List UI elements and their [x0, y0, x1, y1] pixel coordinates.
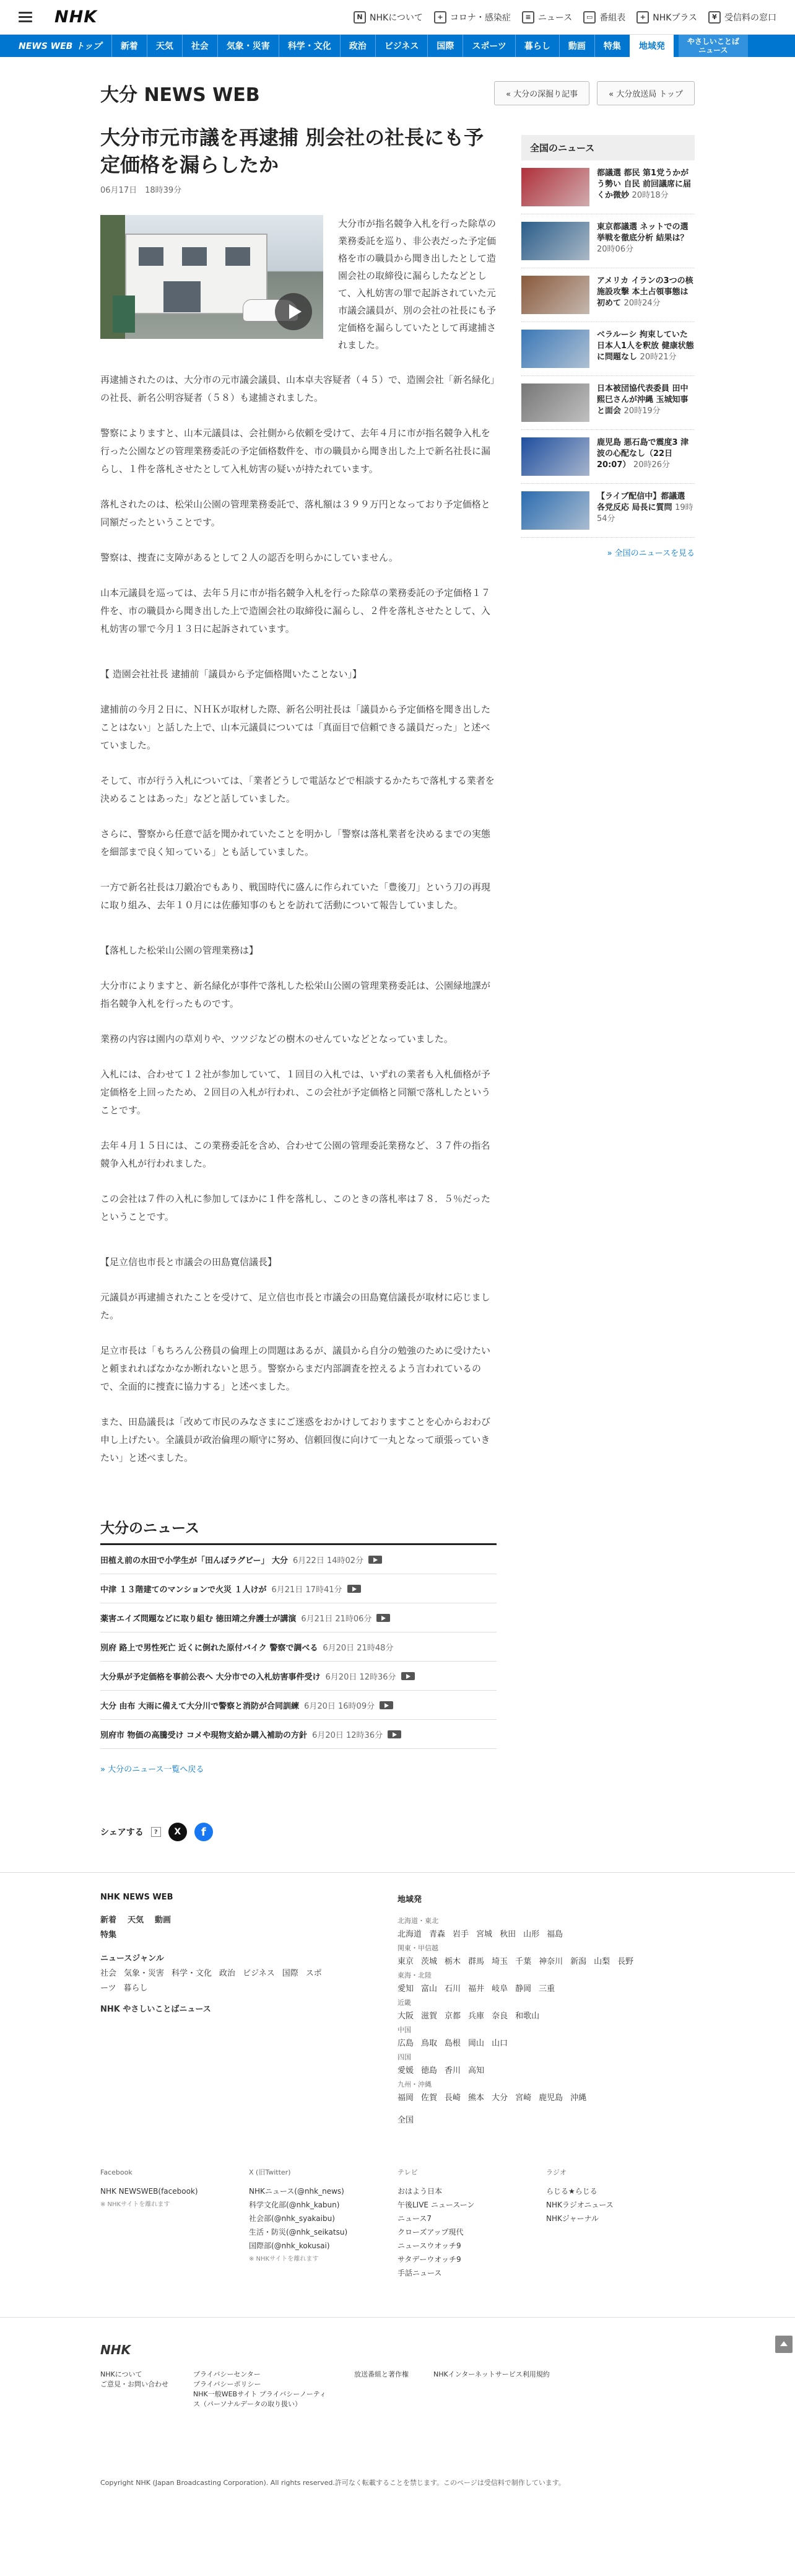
global-header: [0, 0, 795, 35]
play-icon[interactable]: [275, 293, 312, 330]
header-link-label: コロナ・感染症: [450, 12, 511, 23]
sidebar-news-title[interactable]: 都議選 都民 第1党うかがう勢い 自民 前回議席に届くか微妙: [597, 169, 692, 200]
region-link[interactable]: 兵庫: [468, 2012, 485, 2021]
region-link[interactable]: 山口: [492, 2039, 508, 2048]
local-news-item[interactable]: [100, 1632, 497, 1662]
region-link[interactable]: 東京: [398, 1957, 414, 1966]
article-paragraph: 一方で新名社長は刀鍛冶でもあり、戦国時代に盛んに作られていた「豊後刀」という刀の再現に取り組み、去年１０月には佐藤知事のもとを訪れて活動について報告していました。: [100, 882, 491, 911]
article-paragraph: 逮捕前の今月２日に、ＮＨＫが取材した際、新名公明社長は「議員から予定価格を聞き出したことはない」と話した上で、山本元議員については「真面目で信頼できる議員だった」と述べていました。: [100, 704, 491, 751]
nav-item[interactable]: 地域発: [630, 35, 674, 57]
footer-sns-column: [546, 2166, 695, 2280]
sidebar-heading: 全国のニュース: [521, 135, 695, 160]
region-link[interactable]: 山形: [523, 1930, 540, 1939]
header-link-label: 番組表: [599, 12, 626, 23]
article-paragraph: 入札には、合わせて１２社が参加していて、１回目の入札では、いずれの業者も入札価格が予定価格を上回ったため、２回目の入札が行われ、この会社が予定価格と同額で落札したということです。: [100, 1069, 491, 1116]
sidebar-news-item[interactable]: [521, 160, 695, 214]
region-link[interactable]: 埼玉: [492, 1957, 508, 1966]
article-paragraph: 落札されたのは、松栄山公園の管理業務委託で、落札額は３９９万円となっており予定価格と同額だったということです。: [100, 499, 490, 528]
footer-sns-link[interactable]: 国際部(@nhk_kokusai): [249, 2241, 330, 2250]
sidebar-news-text: [597, 168, 695, 206]
news-icon: ≡: [522, 11, 534, 24]
footer-genre-link[interactable]: 国際: [282, 1969, 298, 1978]
footer: [0, 1872, 795, 2512]
header-link[interactable]: [708, 11, 776, 24]
footer-sns-column: [249, 2166, 398, 2280]
header-links: [354, 11, 776, 24]
nav-item[interactable]: 特集: [594, 35, 630, 57]
region-link[interactable]: 沖縄: [570, 2093, 587, 2103]
footer-genre-link[interactable]: 暮らし: [123, 1984, 148, 1993]
region-nationwide-link[interactable]: 全国: [398, 2116, 414, 2125]
region-link[interactable]: 鳥取: [421, 2039, 438, 2048]
video-icon: [347, 1585, 361, 1593]
video-icon: [368, 1556, 382, 1564]
video-icon: [380, 1701, 393, 1709]
local-news-item[interactable]: [100, 1691, 497, 1720]
news-date: 6月22日 14時02分: [293, 1556, 364, 1566]
news-date: 6月21日 17時41分: [271, 1585, 342, 1595]
header-link-label: 受信料の窓口: [724, 12, 776, 23]
news-thumbnail[interactable]: [521, 222, 589, 260]
region-link[interactable]: 群馬: [468, 1957, 485, 1966]
news-date: 6月20日 12時36分: [312, 1731, 383, 1740]
footer-sns-link[interactable]: らじる★らじる: [546, 2187, 597, 2196]
article-paragraph: 再逮捕されたのは、大分市の元市議会議員、山本卓夫容疑者（４５）で、造園会社「新名緑化」の社長、新名公明容疑者（５８）も逮捕されました。: [100, 374, 495, 403]
footer-region-heading: 地域発: [398, 1895, 422, 1904]
news-date: 6月20日 21時48分: [323, 1644, 394, 1653]
region-link[interactable]: 岩手: [453, 1930, 469, 1939]
region-link[interactable]: 愛知: [398, 1984, 414, 1994]
article-paragraph: この会社は７件の入札に参加してほかに１件を落札し、このときの落札率は７８．５％だったということです。: [100, 1193, 491, 1222]
local-news-heading: 大分のニュース: [100, 1517, 497, 1545]
region-link[interactable]: 茨城: [421, 1957, 438, 1966]
sidebar-news-date: 20時24分: [623, 299, 661, 308]
region-row: [398, 2009, 695, 2025]
local-news-more-link[interactable]: » 大分のニュース一覧へ戻る: [100, 1765, 204, 1774]
footer-sns-link[interactable]: ニュースウオッチ9: [398, 2241, 461, 2250]
footer-nhk-logo[interactable]: NHK: [100, 2342, 131, 2357]
article-paragraph: 警察によりますと、山本元議員は、会社側から依頼を受けて、去年４月に市が指名競争入札を行った公園などの管理業務委託の予定価格数件を、市の職員から聞き出した上で新名社長に漏らし、１件を落札させたとして入札妨害の疑いが持たれています。: [100, 427, 491, 475]
footer-sns-label: ラジオ: [546, 2168, 567, 2176]
footer-sns-link[interactable]: NHK NEWSWEB(facebook): [100, 2187, 198, 2196]
sidebar-news-item[interactable]: [521, 430, 695, 484]
region-row: [398, 1981, 695, 1997]
footer-sns-link[interactable]: サタデーウオッチ9: [398, 2255, 461, 2264]
article-paragraph: 警察は、捜査に支障があるとして２人の認否を明らかにしていません。: [100, 552, 398, 563]
footer-genre-link[interactable]: 社会: [100, 1969, 117, 1978]
footer-sns-column: [398, 2166, 546, 2280]
footer-genre-link[interactable]: ビジネス: [243, 1969, 275, 1978]
region-link[interactable]: 岐阜: [492, 1984, 508, 1994]
news-title[interactable]: 田植え前の水田で小学生が「田んぼラグビー」 大分: [100, 1556, 289, 1566]
tank-shape: [113, 296, 135, 333]
x-share-icon[interactable]: X: [168, 1823, 187, 1841]
footer-sns-label: X (旧Twitter): [249, 2168, 291, 2176]
sidebar-news-item[interactable]: [521, 268, 695, 322]
article-body: [100, 371, 497, 1467]
article-subheading: 【 造園会社社長 逮捕前「議員から予定価格聞いたことない」】: [100, 668, 362, 680]
region-group-label: 関東・甲信越: [398, 1944, 438, 1952]
local-news-item[interactable]: [100, 1603, 497, 1632]
nhk-icon: N: [354, 11, 366, 24]
nav-easy-line1: やさしいことば: [687, 37, 739, 46]
footer-genre-link[interactable]: 気象・災害: [124, 1969, 165, 1978]
sidebar-news-text: [597, 383, 695, 422]
news-thumbnail[interactable]: [521, 383, 589, 422]
news-thumbnail[interactable]: [521, 276, 589, 314]
footer-link[interactable]: 天気: [128, 1916, 144, 1925]
news-title[interactable]: 中津 １３階建てのマンションで火災 １人けが: [100, 1585, 267, 1595]
header-link-label: NHKについて: [370, 12, 423, 23]
region-link[interactable]: 山梨: [594, 1957, 610, 1966]
footer-genre-link[interactable]: スポーツ: [100, 1969, 322, 1993]
news-title[interactable]: 別府市 物価の高騰受け コメや現物支給か購入補助の方針: [100, 1731, 308, 1740]
sidebar: [521, 113, 695, 1841]
footer-link[interactable]: 動画: [155, 1916, 172, 1925]
video-icon: [388, 1730, 401, 1738]
news-thumbnail[interactable]: [521, 437, 589, 476]
region-link[interactable]: 大阪: [398, 2012, 414, 2021]
sidebar-news-item[interactable]: [521, 484, 695, 538]
nav-item[interactable]: ビジネス: [375, 35, 428, 57]
sidebar-news-item[interactable]: [521, 214, 695, 268]
copyright: Copyright NHK (Japan Broadcasting Corporation). All rights reserved.許可なく転載することを禁じます。このページは受信料で制作しています。: [100, 2479, 565, 2487]
region-group-label: 北海道・東北: [398, 1917, 438, 1925]
local-news-item[interactable]: [100, 1574, 497, 1603]
region-link[interactable]: 長野: [617, 1957, 634, 1966]
region-link[interactable]: 京都: [445, 2012, 461, 2021]
region-link[interactable]: 岡山: [468, 2039, 485, 2048]
sidebar-news-item[interactable]: [521, 376, 695, 430]
sidebar-news-title[interactable]: 日本被団協代表委員 田中熙巳さんが沖縄 玉城知事と面会: [597, 384, 689, 416]
footer-sns-link[interactable]: ニュース7: [398, 2214, 432, 2223]
header-link[interactable]: [583, 11, 625, 24]
genre-label: ニュースジャンル: [100, 1954, 164, 1963]
scroll-top-button[interactable]: [775, 2336, 793, 2353]
nav-item[interactable]: 科学・文化: [279, 35, 340, 57]
article-paragraph: 山本元議員を巡っては、去年５月に市が指名競争入札を行った除草の業務委託の予定価格１７件を、市の職員から聞き出した上で造園会社の取締役に漏らし、２件を落札させたとして、入札妨害の罪で今月１３日に起訴されています。: [100, 587, 491, 634]
region-link[interactable]: 佐賀: [421, 2093, 438, 2103]
facebook-share-icon[interactable]: f: [194, 1823, 213, 1841]
header-link-label: NHKプラス: [653, 12, 697, 23]
local-page-head: [100, 57, 695, 113]
sidebar-news-text: [597, 330, 695, 368]
news-nav: [0, 35, 795, 57]
news-thumbnail[interactable]: [521, 491, 589, 530]
legal-link[interactable]: NHKについて: [100, 2370, 142, 2378]
video-icon: [376, 1614, 390, 1622]
region-link[interactable]: 島根: [445, 2039, 461, 2048]
news-title[interactable]: 大分 由布 大雨に備えて大分川で警察と消防が合同訓練: [100, 1702, 300, 1711]
header-link[interactable]: [354, 11, 423, 24]
nav-easy-news[interactable]: [679, 35, 748, 57]
external-note: ※ NHKサイトを離れます: [249, 2256, 319, 2263]
footer-sns-link[interactable]: おはよう日本: [398, 2187, 443, 2196]
region-group-label: 近畿: [398, 1999, 411, 2007]
region-group-label: 東海・北陸: [398, 1971, 432, 1979]
nav-news-web-top[interactable]: NEWS WEB トップ: [19, 42, 102, 51]
region-group-label: 中国: [398, 2026, 411, 2034]
article-paragraph: さらに、警察から任意で話を聞かれていたことを明かし「警察は落札業者を決めるまでの実態を細部まで良く知っている」とも話していました。: [100, 828, 491, 857]
footer-sns-link[interactable]: 生活・防災(@nhk_seikatsu): [249, 2228, 348, 2236]
header-link[interactable]: [636, 11, 697, 24]
footer-sns-link[interactable]: NHKニュース(@nhk_news): [249, 2187, 344, 2196]
nav-item[interactable]: 国際: [427, 35, 463, 57]
footer-sns-link[interactable]: 社会部(@nhk_syakaibu): [249, 2214, 335, 2223]
footer-genre-link[interactable]: 科学・文化: [172, 1969, 212, 1978]
sidebar-news-date: 20時06分: [597, 245, 634, 254]
footer-genre-link[interactable]: 政治: [219, 1969, 236, 1978]
article-paragraph: また、田島議長は「改めて市民のみなさまにご迷惑をおかけしておりますことを心からおわび申し上げたい。全議員が政治倫理の順守に努め、信頼回復に向けて一丸となって頑張っていきたい」と述べました。: [100, 1416, 491, 1463]
local-news-item[interactable]: [100, 1662, 497, 1691]
news-thumbnail[interactable]: [521, 168, 589, 206]
footer-sns-label: テレビ: [398, 2168, 418, 2176]
region-link[interactable]: 北海道: [398, 1930, 422, 1939]
footer-link[interactable]: 新着: [100, 1916, 117, 1925]
sidebar-news-text: [597, 437, 695, 476]
footer-sns-label: Facebook: [100, 2168, 132, 2176]
article-subheading: 【足立信也市長と市議会の田島寛信議長】: [100, 1256, 277, 1268]
legal-column: [433, 2370, 550, 2409]
sidebar-news-text: [597, 276, 695, 314]
covid-icon: +: [434, 11, 446, 24]
nav-item[interactable]: 政治: [340, 35, 375, 57]
region-link[interactable]: 神奈川: [539, 1957, 563, 1966]
sidebar-news-item[interactable]: [521, 322, 695, 376]
legal-column: [193, 2370, 329, 2409]
region-link[interactable]: 富山: [421, 1984, 438, 1994]
news-title[interactable]: 別府 路上で男性死亡 近くに倒れた原付バイク 警察で調べる: [100, 1644, 318, 1653]
article-video-thumbnail[interactable]: [100, 215, 323, 339]
region-link[interactable]: 長崎: [445, 2093, 461, 2103]
region-link[interactable]: 広島: [398, 2039, 414, 2048]
help-icon[interactable]: ?: [151, 1827, 161, 1837]
legal-sublink[interactable]: プライバシーポリシー: [193, 2380, 261, 2388]
region-link[interactable]: 宮崎: [515, 2093, 532, 2103]
region-group-label: 九州・沖縄: [398, 2080, 432, 2088]
region-link[interactable]: 香川: [445, 2066, 461, 2075]
sidebar-news-date: 20時18分: [632, 191, 669, 200]
region-link[interactable]: 石川: [445, 1984, 461, 1994]
video-icon: [401, 1672, 415, 1680]
nav-item[interactable]: 暮らし: [515, 35, 559, 57]
reception-icon: ¥: [708, 11, 721, 24]
local-site-title: 大分 NEWS WEB: [100, 84, 260, 106]
article-paragraph: 足立市長は「もちろん公務員の倫理上の問題はあるが、議員から自分の勉強のために受けたいと頼まれればなかなか断れないと思う。警察からまだ内部調査を控えるよう言われているので、全面的に捜査に協力する」と述べました。: [100, 1345, 491, 1392]
legal-link[interactable]: NHKインターネットサービス利用規約: [433, 2370, 550, 2378]
region-link[interactable]: 大分: [492, 2093, 508, 2103]
region-link[interactable]: 高知: [468, 2066, 485, 2075]
news-date: 6月21日 21時06分: [301, 1614, 372, 1624]
region-link[interactable]: 福岡: [398, 2093, 414, 2103]
nav-item[interactable]: 動画: [559, 35, 594, 57]
legal-link[interactable]: プライバシーセンター: [193, 2370, 261, 2378]
footer-news-heading: NHK NEWS WEB: [100, 1893, 173, 1902]
footer-sns-link[interactable]: 科学文化部(@nhk_kabun): [249, 2201, 340, 2209]
header-link-label: ニュース: [537, 12, 573, 23]
nav-easy-line2: ニュース: [698, 46, 728, 55]
sidebar-news-title[interactable]: 東京都議選 ネットでの選挙戦を徹底分析 結果は？: [597, 222, 689, 243]
news-date: 6月20日 12時36分: [325, 1673, 396, 1682]
nhkplus-icon: +: [636, 11, 649, 24]
article-paragraph: 業務の内容は園内の草刈りや、ツツジなどの樹木のせんていなどとなっていました。: [100, 1033, 453, 1045]
region-row: [398, 2036, 695, 2052]
region-link[interactable]: 静岡: [515, 1984, 532, 1994]
nav-item[interactable]: 新着: [111, 35, 147, 57]
deep-dive-button[interactable]: « 大分の深掘り記事: [494, 81, 589, 105]
region-link[interactable]: 奈良: [492, 2012, 508, 2021]
legal-sublink[interactable]: ご意見・お問い合わせ: [100, 2380, 168, 2388]
sidebar-news-title[interactable]: 【ライブ配信中】都議選 各党反応 局長に質問: [597, 492, 685, 512]
region-link[interactable]: 愛媛: [398, 2066, 414, 2075]
article-main: [100, 113, 497, 1841]
region-link[interactable]: 秋田: [500, 1930, 516, 1939]
region-link[interactable]: 福島: [547, 1930, 563, 1939]
footer-sns-column: [100, 2166, 249, 2280]
news-title[interactable]: 大分県が予定価格を事前公表へ 大分市での入札妨害事件受け: [100, 1673, 321, 1682]
region-link[interactable]: 和歌山: [515, 2012, 540, 2021]
legal-sublink[interactable]: NHK一般WEBサイト プライバシーノーティス（パーソナルデータの取り扱い）: [193, 2390, 326, 2408]
news-date: 6月20日 16時09分: [304, 1702, 375, 1711]
region-row: [398, 1954, 695, 1970]
footer-link[interactable]: 特集: [100, 1930, 117, 1940]
station-top-button[interactable]: « 大分放送局 トップ: [597, 81, 695, 105]
article-paragraph: 去年４月１５日には、この業務委託を含め、合わせて公園の管理委託業務など、３７件の指名競争入札が行われました。: [100, 1140, 490, 1169]
menu-icon[interactable]: [19, 12, 32, 22]
nav-item[interactable]: 気象・災害: [217, 35, 279, 57]
region-link[interactable]: 滋賀: [421, 2012, 438, 2021]
article-paragraph: 元議員が再逮捕されたことを受けて、足立信也市長と市議会の田島寛信議長が取材に応じました。: [100, 1292, 490, 1321]
sidebar-news-date: 20時26分: [633, 460, 671, 470]
nav-item[interactable]: スポーツ: [463, 35, 515, 57]
footer-sns-link[interactable]: NHKジャーナル: [546, 2214, 599, 2223]
article-date: 06月17日 18時39分: [100, 186, 182, 195]
region-row: [398, 1927, 695, 1943]
nav-item[interactable]: 社会: [182, 35, 217, 57]
header-link[interactable]: [522, 11, 572, 24]
local-news-item[interactable]: [100, 1545, 497, 1574]
region-row: [398, 2063, 695, 2079]
sidebar-news-title[interactable]: 鹿児島 悪石島で震度3 津波の心配なし（22日 20:07）: [597, 438, 689, 470]
legal-column: [100, 2370, 168, 2409]
article-lead: 大分市が指名競争入札を行った除草の業務委託を巡り、非公表だった予定価格を市の職員から聞き出したとして造園会社の取締役に漏らしたなどとして、入札妨害の罪で起訴されていた元市議会議員が、別の会社の社長にも予定価格を漏らしていたとして再逮捕されました。: [338, 218, 497, 351]
article-paragraph: 大分市によりますと、新名緑化が事件で落札した松栄山公園の管理業務委託は、公園緑地課が指名競争入札を行ったものです。: [100, 980, 491, 1009]
region-link[interactable]: 徳島: [421, 2066, 438, 2075]
sidebar-news-title[interactable]: ベラルーシ 拘束していた日本人1人を釈放 健康状態に問題なし: [597, 330, 694, 362]
article-title: 大分市元市議を再逮捕 別会社の社長にも予定価格を漏らしたか: [100, 126, 484, 177]
sidebar-news-date: 19時54分: [597, 503, 693, 524]
region-link[interactable]: 千葉: [515, 1957, 532, 1966]
sidebar-news-text: [597, 222, 695, 260]
sidebar-news-date: 20時21分: [640, 353, 677, 362]
footer-easy-link[interactable]: NHK やさしいことばニュース: [100, 2005, 211, 2014]
header-link[interactable]: [434, 11, 511, 24]
region-link[interactable]: 福井: [468, 1984, 485, 1994]
region-link[interactable]: 熊本: [468, 2093, 485, 2103]
share-bar: [100, 1823, 497, 1841]
region-link[interactable]: 新潟: [570, 1957, 587, 1966]
local-news-item[interactable]: [100, 1720, 497, 1749]
sidebar-news-title[interactable]: アメリカ イランの3つの核施設攻撃 本土占領事態は初めて: [597, 276, 693, 308]
sidebar-news-date: 20時19分: [623, 406, 661, 416]
article-paragraph: そして、市が行う入札については、「業者どうしで電話などで相談するかたちで落札する業者を決めることはあった」などと話していました。: [100, 775, 495, 804]
nhk-logo[interactable]: NHK: [54, 7, 98, 27]
footer-sns-link[interactable]: NHKラジオニュース: [546, 2201, 614, 2209]
region-group-label: 四国: [398, 2053, 411, 2061]
sidebar-more-link[interactable]: » 全国のニュースを見る: [607, 549, 695, 558]
legal-link[interactable]: 放送番組と著作権: [354, 2370, 409, 2378]
news-title[interactable]: 薬害エイズ問題などに取り組む 徳田靖之弁護士が講演: [100, 1614, 297, 1624]
article-subheading: 【落札した松栄山公園の管理業務は】: [100, 945, 259, 956]
region-link[interactable]: 宮城: [476, 1930, 493, 1939]
region-link[interactable]: 鹿児島: [539, 2093, 563, 2103]
footer-sns-link[interactable]: 手話ニュース: [398, 2269, 442, 2277]
region-link[interactable]: 青森: [429, 1930, 446, 1939]
nav-item[interactable]: 天気: [147, 35, 182, 57]
news-thumbnail[interactable]: [521, 330, 589, 368]
share-label: シェアする: [100, 1828, 144, 1838]
region-row: [398, 2090, 695, 2106]
legal-column: [354, 2370, 409, 2409]
local-news-section: [100, 1517, 497, 1774]
external-note: ※ NHKサイトを離れます: [100, 2201, 170, 2208]
footer-sns-link[interactable]: クローズアップ現代: [398, 2228, 464, 2236]
sidebar-news-text: [597, 491, 695, 530]
tv-icon: ▭: [583, 11, 596, 24]
footer-sns-link[interactable]: 午後LIVE ニュースーン: [398, 2201, 475, 2209]
region-link[interactable]: 三重: [539, 1984, 555, 1994]
region-link[interactable]: 栃木: [445, 1957, 461, 1966]
legal-footer: [0, 2317, 795, 2512]
